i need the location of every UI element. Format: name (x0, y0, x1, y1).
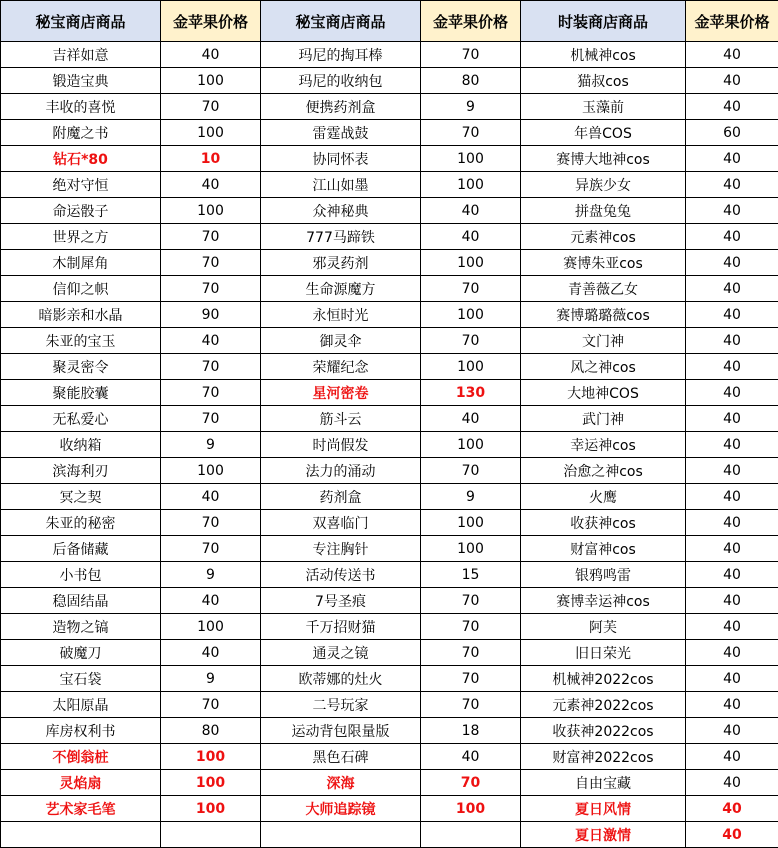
fashion-price-cell: 40 (686, 822, 778, 848)
treasure-price-cell: 70 (161, 380, 261, 406)
treasure-item-cell: 通灵之镜 (261, 640, 421, 666)
treasure-price-cell: 70 (421, 458, 521, 484)
fashion-item-cell: 赛博大地神cos (521, 146, 686, 172)
fashion-price-cell: 40 (686, 588, 778, 614)
treasure-price-cell: 70 (161, 406, 261, 432)
treasure-item-cell: 艺术家毛笔 (1, 796, 161, 822)
table-row (1, 172, 778, 198)
treasure-item-cell: 聚灵密令 (1, 354, 161, 380)
treasure-price-cell (161, 822, 261, 848)
treasure-price-cell: 70 (421, 276, 521, 302)
fashion-price-cell: 40 (686, 692, 778, 718)
treasure-item-cell: 朱亚的秘密 (1, 510, 161, 536)
fashion-price-cell: 40 (686, 224, 778, 250)
treasure-price-cell: 100 (421, 536, 521, 562)
treasure-item-cell: 生命源魔方 (261, 276, 421, 302)
treasure-price-cell: 15 (421, 562, 521, 588)
treasure-item-cell: 冥之契 (1, 484, 161, 510)
treasure-item-cell (1, 822, 161, 848)
fashion-item-cell: 赛博璐璐薇cos (521, 302, 686, 328)
treasure-item-cell: 千万招财猫 (261, 614, 421, 640)
table-row (1, 380, 778, 406)
treasure-price-cell: 70 (421, 640, 521, 666)
treasure-item-cell: 吉祥如意 (1, 42, 161, 68)
treasure-item-cell: 滨海利刃 (1, 458, 161, 484)
fashion-price-cell: 40 (686, 666, 778, 692)
treasure-price-cell: 70 (161, 692, 261, 718)
table-header (1, 1, 778, 42)
fashion-price-cell: 40 (686, 172, 778, 198)
treasure-price-cell: 90 (161, 302, 261, 328)
fashion-item-cell: 自由宝藏 (521, 770, 686, 796)
header-golden-apple-price-3: 金苹果价格 (686, 1, 778, 42)
fashion-item-cell: 赛博朱亚cos (521, 250, 686, 276)
treasure-price-cell: 9 (421, 94, 521, 120)
treasure-price-cell: 70 (161, 94, 261, 120)
treasure-item-cell: 运动背包限量版 (261, 718, 421, 744)
treasure-item-cell: 绝对守恒 (1, 172, 161, 198)
treasure-item-cell: 便携药剂盒 (261, 94, 421, 120)
table-row (1, 120, 778, 146)
fashion-item-cell: 风之神cos (521, 354, 686, 380)
fashion-item-cell: 财富神2022cos (521, 744, 686, 770)
fashion-price-cell: 40 (686, 328, 778, 354)
table-row (1, 536, 778, 562)
treasure-item-cell: 稳固结晶 (1, 588, 161, 614)
table-row (1, 562, 778, 588)
fashion-price-cell: 40 (686, 250, 778, 276)
treasure-price-cell: 40 (421, 224, 521, 250)
fashion-item-cell: 机械神2022cos (521, 666, 686, 692)
treasure-price-cell: 100 (161, 796, 261, 822)
table-row (1, 666, 778, 692)
fashion-item-cell: 武门神 (521, 406, 686, 432)
treasure-item-cell: 双喜临门 (261, 510, 421, 536)
treasure-price-cell: 100 (161, 68, 261, 94)
table-row (1, 692, 778, 718)
treasure-item-cell: 聚能胶囊 (1, 380, 161, 406)
treasure-item-cell: 丰收的喜悦 (1, 94, 161, 120)
treasure-price-cell: 18 (421, 718, 521, 744)
table-row (1, 42, 778, 68)
fashion-item-cell: 年兽COS (521, 120, 686, 146)
treasure-price-cell: 70 (161, 510, 261, 536)
treasure-item-cell: 附魔之书 (1, 120, 161, 146)
treasure-price-cell: 100 (161, 120, 261, 146)
treasure-item-cell: 星河密卷 (261, 380, 421, 406)
treasure-item-cell: 江山如墨 (261, 172, 421, 198)
treasure-price-cell: 100 (421, 432, 521, 458)
fashion-price-cell: 40 (686, 562, 778, 588)
table-row (1, 640, 778, 666)
table-row (1, 328, 778, 354)
fashion-price-cell: 60 (686, 120, 778, 146)
fashion-price-cell: 40 (686, 380, 778, 406)
treasure-item-cell: 信仰之帜 (1, 276, 161, 302)
fashion-item-cell: 元素神2022cos (521, 692, 686, 718)
table-row (1, 68, 778, 94)
treasure-price-cell: 9 (161, 562, 261, 588)
fashion-item-cell: 猫叔cos (521, 68, 686, 94)
treasure-price-cell: 70 (421, 770, 521, 796)
treasure-price-cell: 40 (421, 198, 521, 224)
fashion-price-cell: 40 (686, 510, 778, 536)
fashion-item-cell: 大地神COS (521, 380, 686, 406)
treasure-price-cell: 100 (161, 770, 261, 796)
treasure-price-cell: 80 (161, 718, 261, 744)
treasure-item-cell: 时尚假发 (261, 432, 421, 458)
treasure-item-cell: 破魔刀 (1, 640, 161, 666)
treasure-item-cell: 御灵伞 (261, 328, 421, 354)
fashion-item-cell: 机械神cos (521, 42, 686, 68)
table-row (1, 354, 778, 380)
fashion-item-cell: 火鹰 (521, 484, 686, 510)
fashion-price-cell: 40 (686, 354, 778, 380)
treasure-price-cell: 40 (161, 42, 261, 68)
table-row (1, 458, 778, 484)
table-row (1, 484, 778, 510)
treasure-price-cell: 70 (421, 588, 521, 614)
treasure-item-cell: 众神秘典 (261, 198, 421, 224)
treasure-price-cell: 100 (421, 250, 521, 276)
treasure-price-cell: 70 (421, 614, 521, 640)
treasure-price-cell: 100 (421, 172, 521, 198)
table-row (1, 198, 778, 224)
treasure-price-cell: 70 (421, 42, 521, 68)
table-row (1, 588, 778, 614)
header-golden-apple-price-2: 金苹果价格 (421, 1, 521, 42)
treasure-item-cell: 777马蹄铁 (261, 224, 421, 250)
table-row (1, 276, 778, 302)
treasure-price-cell: 9 (421, 484, 521, 510)
treasure-price-cell: 70 (161, 536, 261, 562)
table-row (1, 718, 778, 744)
treasure-item-cell: 筋斗云 (261, 406, 421, 432)
treasure-price-cell: 70 (161, 354, 261, 380)
fashion-price-cell: 40 (686, 614, 778, 640)
treasure-price-cell: 40 (161, 328, 261, 354)
header-golden-apple-price-1: 金苹果价格 (161, 1, 261, 42)
treasure-item-cell: 收纳箱 (1, 432, 161, 458)
fashion-price-cell: 40 (686, 484, 778, 510)
table-row (1, 406, 778, 432)
treasure-item-cell: 朱亚的宝玉 (1, 328, 161, 354)
treasure-item-cell: 黑色石碑 (261, 744, 421, 770)
header-row (1, 1, 778, 42)
fashion-item-cell: 青善薇乙女 (521, 276, 686, 302)
treasure-item-cell: 不倒翁桩 (1, 744, 161, 770)
table-row (1, 510, 778, 536)
treasure-price-cell: 100 (421, 510, 521, 536)
treasure-item-cell: 暗影亲和水晶 (1, 302, 161, 328)
fashion-price-cell: 40 (686, 458, 778, 484)
treasure-price-cell: 70 (421, 692, 521, 718)
treasure-item-cell: 玛尼的收纳包 (261, 68, 421, 94)
treasure-item-cell: 锻造宝典 (1, 68, 161, 94)
treasure-price-cell: 10 (161, 146, 261, 172)
treasure-price-cell (421, 822, 521, 848)
fashion-price-cell: 40 (686, 536, 778, 562)
treasure-price-cell: 100 (421, 146, 521, 172)
fashion-item-cell: 治愈之神cos (521, 458, 686, 484)
treasure-item-cell: 药剂盒 (261, 484, 421, 510)
fashion-item-cell: 玉藻前 (521, 94, 686, 120)
table-row (1, 822, 778, 848)
treasure-price-cell: 40 (161, 588, 261, 614)
table-row (1, 224, 778, 250)
fashion-price-cell: 40 (686, 94, 778, 120)
treasure-item-cell: 库房权利书 (1, 718, 161, 744)
treasure-price-cell: 40 (161, 640, 261, 666)
fashion-item-cell: 赛博幸运神cos (521, 588, 686, 614)
treasure-item-cell: 木制犀角 (1, 250, 161, 276)
treasure-item-cell: 二号玩家 (261, 692, 421, 718)
treasure-price-cell: 40 (421, 744, 521, 770)
treasure-item-cell: 造物之镐 (1, 614, 161, 640)
fashion-item-cell: 收获神cos (521, 510, 686, 536)
fashion-item-cell: 文门神 (521, 328, 686, 354)
fashion-price-cell: 40 (686, 302, 778, 328)
treasure-item-cell: 小书包 (1, 562, 161, 588)
header-treasure-shop-item-2: 秘宝商店商品 (261, 1, 421, 42)
fashion-item-cell: 异族少女 (521, 172, 686, 198)
fashion-item-cell: 财富神cos (521, 536, 686, 562)
treasure-item-cell: 玛尼的掏耳棒 (261, 42, 421, 68)
fashion-price-cell: 40 (686, 406, 778, 432)
fashion-item-cell: 夏日激情 (521, 822, 686, 848)
treasure-price-cell: 100 (421, 354, 521, 380)
fashion-item-cell: 幸运神cos (521, 432, 686, 458)
treasure-price-cell: 9 (161, 432, 261, 458)
treasure-price-cell: 70 (161, 250, 261, 276)
treasure-price-cell: 70 (421, 328, 521, 354)
treasure-item-cell: 荣耀纪念 (261, 354, 421, 380)
treasure-item-cell: 太阳原晶 (1, 692, 161, 718)
table-row (1, 302, 778, 328)
fashion-price-cell: 40 (686, 640, 778, 666)
fashion-price-cell: 40 (686, 796, 778, 822)
treasure-item-cell: 专注胸针 (261, 536, 421, 562)
treasure-item-cell: 协同怀表 (261, 146, 421, 172)
fashion-price-cell: 40 (686, 276, 778, 302)
treasure-item-cell: 雷霆战鼓 (261, 120, 421, 146)
fashion-price-cell: 40 (686, 42, 778, 68)
treasure-item-cell: 活动传送书 (261, 562, 421, 588)
treasure-item-cell: 后备储藏 (1, 536, 161, 562)
fashion-item-cell: 夏日风情 (521, 796, 686, 822)
treasure-price-cell: 70 (161, 224, 261, 250)
fashion-price-cell: 40 (686, 770, 778, 796)
treasure-price-cell: 40 (161, 484, 261, 510)
fashion-item-cell: 元素神cos (521, 224, 686, 250)
treasure-item-cell (261, 822, 421, 848)
treasure-item-cell: 深海 (261, 770, 421, 796)
table-row (1, 432, 778, 458)
treasure-item-cell: 邪灵药剂 (261, 250, 421, 276)
treasure-price-cell: 80 (421, 68, 521, 94)
treasure-item-cell: 宝石袋 (1, 666, 161, 692)
table-row (1, 94, 778, 120)
table-row (1, 744, 778, 770)
fashion-item-cell: 旧日荣光 (521, 640, 686, 666)
treasure-price-cell: 100 (161, 458, 261, 484)
treasure-price-cell: 100 (421, 302, 521, 328)
treasure-item-cell: 法力的涌动 (261, 458, 421, 484)
treasure-price-cell: 70 (161, 276, 261, 302)
fashion-item-cell: 收获神2022cos (521, 718, 686, 744)
header-fashion-shop-item: 时装商店商品 (521, 1, 686, 42)
header-treasure-shop-item-1: 秘宝商店商品 (1, 1, 161, 42)
fashion-item-cell: 拼盘兔兔 (521, 198, 686, 224)
fashion-price-cell: 40 (686, 432, 778, 458)
treasure-item-cell: 7号圣痕 (261, 588, 421, 614)
treasure-item-cell: 无私爱心 (1, 406, 161, 432)
treasure-price-cell: 100 (161, 614, 261, 640)
fashion-price-cell: 40 (686, 744, 778, 770)
table-body (1, 42, 778, 848)
treasure-item-cell: 命运骰子 (1, 198, 161, 224)
treasure-price-cell: 40 (421, 406, 521, 432)
table-row (1, 146, 778, 172)
treasure-price-cell: 40 (161, 172, 261, 198)
fashion-price-cell: 40 (686, 146, 778, 172)
fashion-price-cell: 40 (686, 718, 778, 744)
table-row (1, 614, 778, 640)
fashion-price-cell: 40 (686, 198, 778, 224)
fashion-item-cell: 阿芙 (521, 614, 686, 640)
table-row (1, 250, 778, 276)
fashion-price-cell: 40 (686, 68, 778, 94)
treasure-item-cell: 欧蒂娜的灶火 (261, 666, 421, 692)
table-row (1, 796, 778, 822)
treasure-item-cell: 灵焰扇 (1, 770, 161, 796)
treasure-item-cell: 世界之方 (1, 224, 161, 250)
treasure-price-cell: 70 (421, 120, 521, 146)
treasure-price-cell: 100 (421, 796, 521, 822)
treasure-price-cell: 100 (161, 198, 261, 224)
fashion-item-cell: 银鸦鸣雷 (521, 562, 686, 588)
treasure-price-cell: 130 (421, 380, 521, 406)
table-row (1, 770, 778, 796)
treasure-item-cell: 永恒时光 (261, 302, 421, 328)
treasure-item-cell: 钻石*80 (1, 146, 161, 172)
treasure-price-cell: 100 (161, 744, 261, 770)
treasure-item-cell: 大师追踪镜 (261, 796, 421, 822)
treasure-price-cell: 70 (421, 666, 521, 692)
treasure-price-cell: 9 (161, 666, 261, 692)
